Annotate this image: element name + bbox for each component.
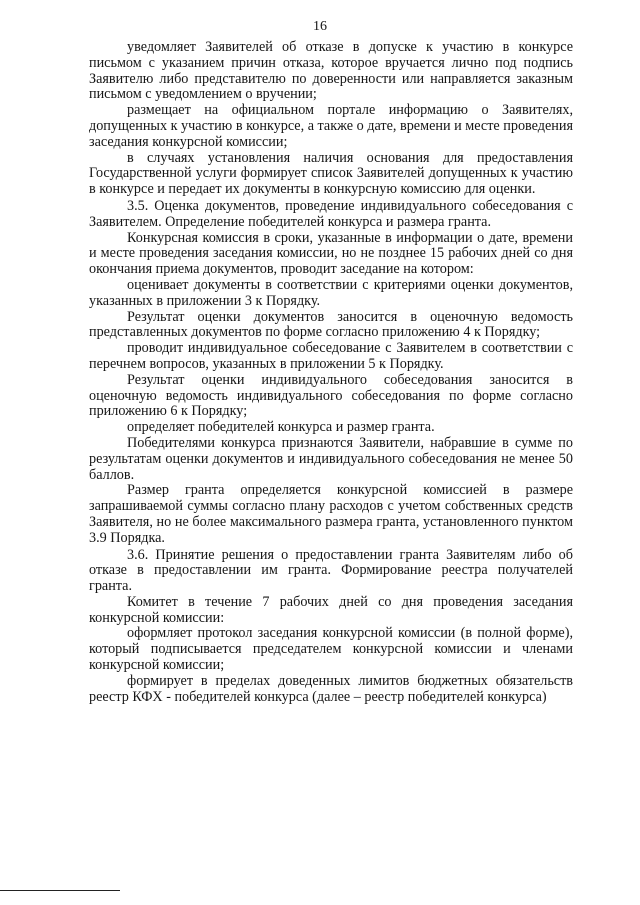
paragraph-interview-result: Результат оценки индивидуального собеседования заносится в оценочную ведомость индивидуального собеседования по форме согласно приложению 6 к Порядку;	[89, 371, 573, 420]
paragraph-commission-meeting: Конкурсная комиссия в сроки, указанные в информации о дате, времени и месте проведения заседания комиссии, но не позднее 15 рабочих дней со дня окончания приема документов, проводит заседание на котором:	[89, 229, 573, 278]
footnote-divider	[0, 890, 120, 891]
paragraph-grant-size: Размер гранта определяется конкурсной комиссией в размере запрашиваемой суммы согласно плану расходов с учетом собственных средств Заявителя, но не более максимального размера гранта, установленного пунктом 3.9 Порядка.	[89, 482, 573, 546]
section-heading-3-6: 3.6. Принятие решения о предоставлении гранта Заявителям либо об отказе в предоставлении им гранта. Формирование реестра получателей гранта.	[89, 546, 573, 595]
paragraph-protocol: оформляет протокол заседания конкурсной комиссии (в полной форме), который подписывается председателем конкурсной комиссии и членами конкурсной комиссии;	[89, 625, 573, 674]
paragraph-form-list: в случаях установления наличия основания для предоставления Государственной услуги формирует список Заявителей допущенных к участию в конкурсе и передает их документы в конкурсную комиссию для оценки.	[89, 149, 573, 198]
paragraph-registry: формирует в пределах доведенных лимитов бюджетных обязательств реестр КФХ - победителей конкурса (далее – реестр победителей конкурса)	[89, 672, 573, 705]
paragraph-evaluation-result: Результат оценки документов заносится в оценочную ведомость представленных документов по форме согласно приложению 4 к Порядку;	[89, 308, 573, 341]
paragraph-interview: проводит индивидуальное собеседование с Заявителем в соответствии с перечнем вопросов, указанных в приложении 5 к Порядку.	[89, 340, 573, 372]
paragraph-publish-info: размещает на официальном портале информацию о Заявителях, допущенных к участию в конкурсе, а также о дате, времени и месте проведения заседания конкурсной комиссии;	[89, 102, 573, 150]
paragraph-determine-winners: определяет победителей конкурса и размер гранта.	[127, 419, 435, 436]
paragraph-notify-rejection: уведомляет Заявителей об отказе в допуске к участию в конкурсе письмом с указанием причин отказа, которое вручается лично под подпись Заявителю либо представителю по доверенности или направляется заказным письмом с уведомлением о вручении;	[89, 39, 573, 103]
document-body	[89, 40, 573, 705]
section-heading-3-5: 3.5. Оценка документов, проведение индивидуального собеседования с Заявителем. Определение победителей конкурса и размера гранта.	[89, 197, 573, 230]
paragraph-committee: Комитет в течение 7 рабочих дней со дня проведения заседания конкурсной комиссии:	[89, 593, 573, 626]
page-number: 16	[313, 19, 327, 34]
paragraph-evaluate-documents: оценивает документы в соответствии с критериями оценки документов, указанных в приложении 3 к Порядку.	[89, 276, 573, 309]
paragraph-winners-criteria: Победителями конкурса признаются Заявители, набравшие в сумме по результатам оценки документов и индивидуального собеседования не менее 50 баллов.	[89, 434, 573, 483]
